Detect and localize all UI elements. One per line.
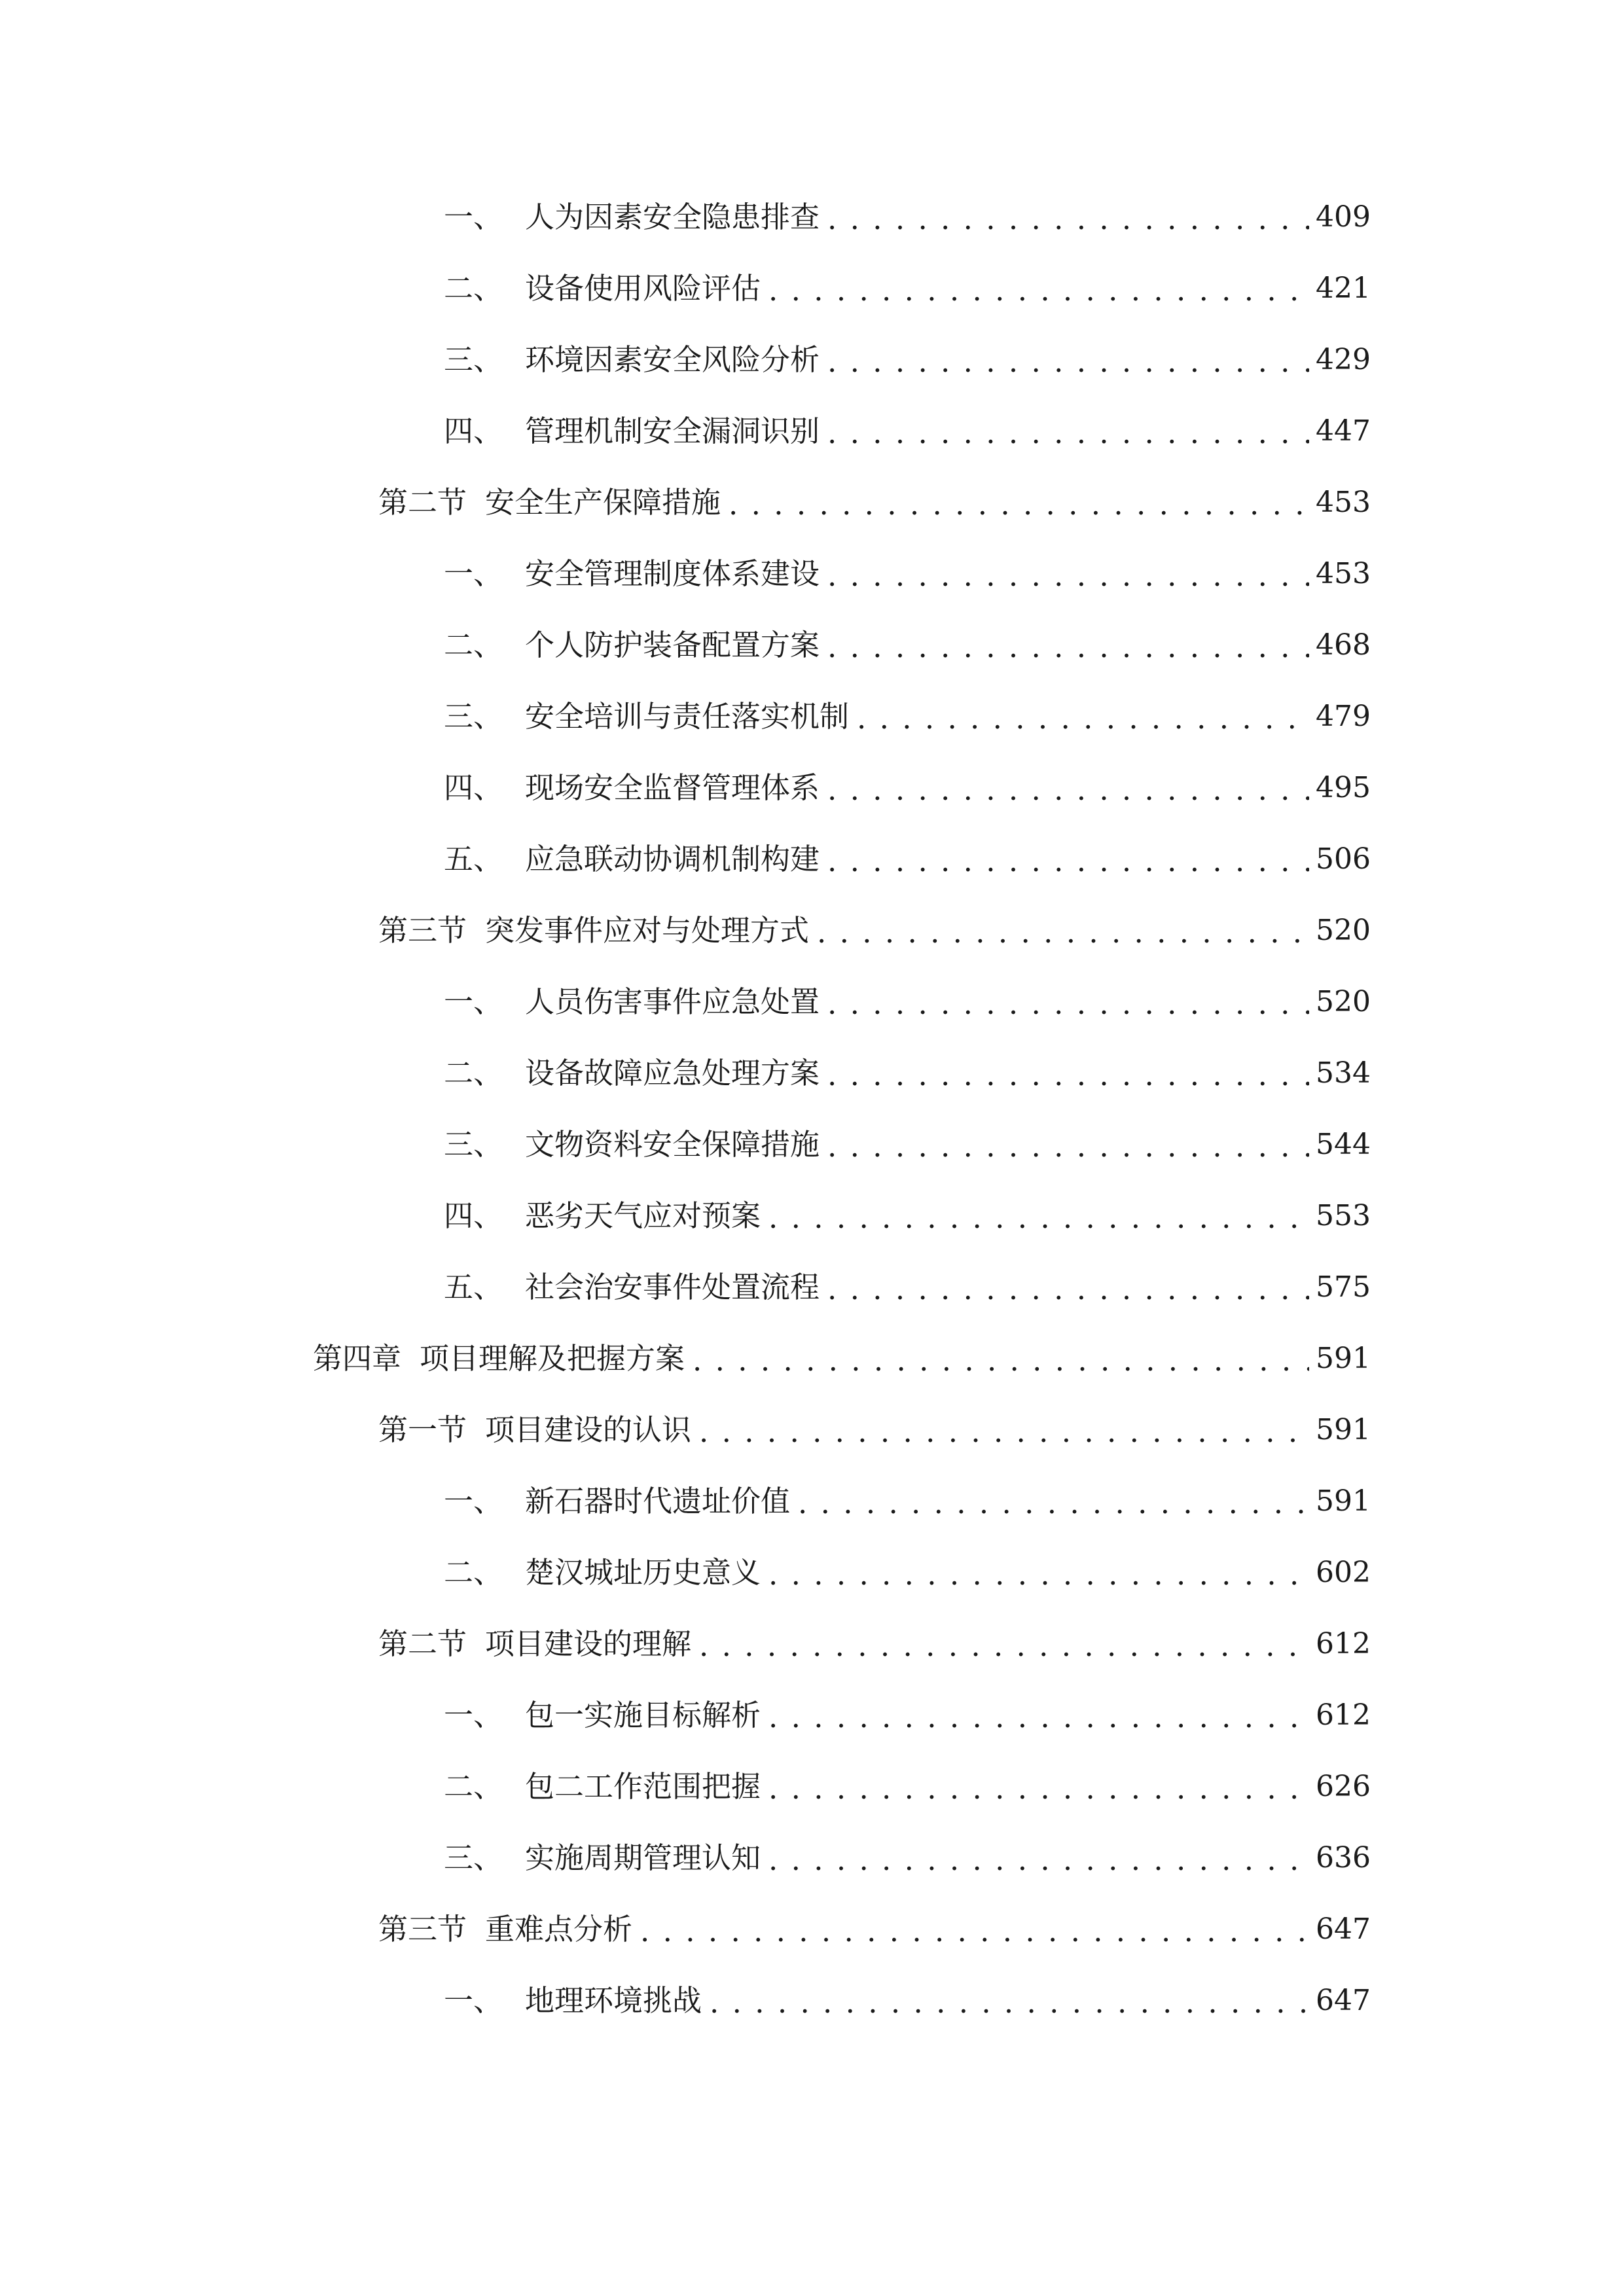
dot-leader bbox=[857, 700, 1309, 733]
toc-entry-title: 应急联动协调机制构建 bbox=[525, 842, 820, 876]
toc-entry[interactable] bbox=[0, 1260, 1371, 1315]
dot-leader bbox=[817, 914, 1309, 947]
toc-entry-title: 个人防护装备配置方案 bbox=[525, 628, 820, 662]
toc-entry-number: 第四章 bbox=[313, 1341, 402, 1376]
toc-entry-title: 人为因素安全隐患排查 bbox=[525, 200, 820, 234]
toc-entry-title: 环境因素安全风险分析 bbox=[525, 342, 820, 377]
toc-entry-page: 520 bbox=[1316, 985, 1371, 1018]
toc-entry-title: 人员伤害事件应急处置 bbox=[525, 984, 820, 1019]
dot-leader bbox=[768, 1556, 1309, 1589]
toc-entry-title: 楚汉城址历史意义 bbox=[525, 1555, 761, 1590]
dot-leader bbox=[827, 1271, 1309, 1304]
toc-entry-page: 591 bbox=[1316, 1413, 1371, 1446]
toc-entry-page: 453 bbox=[1316, 557, 1371, 590]
toc-entry-title: 现场安全监督管理体系 bbox=[525, 770, 820, 805]
toc-entry-title: 文物资料安全保障措施 bbox=[525, 1127, 820, 1162]
toc-entry[interactable] bbox=[0, 1973, 1371, 2028]
toc-entry-page: 447 bbox=[1316, 414, 1371, 448]
toc-entry-number: 二、 bbox=[444, 1555, 503, 1590]
toc-entry[interactable] bbox=[0, 1046, 1371, 1101]
toc-entry-title: 项目理解及把握方案 bbox=[420, 1341, 685, 1376]
toc-entry-page: 626 bbox=[1316, 1770, 1371, 1803]
dot-leader bbox=[768, 272, 1309, 305]
toc-entry-page: 544 bbox=[1316, 1128, 1371, 1161]
toc-entry-page: 520 bbox=[1316, 914, 1371, 947]
toc-entry[interactable] bbox=[0, 332, 1371, 387]
toc-entry-number: 五、 bbox=[444, 842, 503, 876]
dot-leader bbox=[710, 1984, 1309, 2017]
toc-entry-number: 一、 bbox=[444, 1983, 503, 2018]
toc-entry-section[interactable] bbox=[0, 1617, 1371, 1672]
dot-leader bbox=[768, 1699, 1309, 1732]
dot-leader bbox=[827, 344, 1309, 376]
dot-leader bbox=[768, 1842, 1309, 1874]
dot-leader bbox=[827, 629, 1309, 662]
toc-entry-title: 实施周期管理认知 bbox=[525, 1840, 761, 1875]
toc-entry-title: 恶劣天气应对预案 bbox=[525, 1198, 761, 1233]
toc-entry-title: 突发事件应对与处理方式 bbox=[485, 913, 810, 948]
toc-entry-number: 二、 bbox=[444, 628, 503, 662]
toc-entry-section[interactable] bbox=[0, 1902, 1371, 1957]
toc-entry-page: 647 bbox=[1316, 1984, 1371, 2017]
toc-entry-number: 第二节 bbox=[378, 485, 467, 520]
toc-entry-number: 一、 bbox=[444, 1698, 503, 1732]
toc-entry-title: 安全管理制度体系建设 bbox=[525, 556, 820, 591]
toc-entry-page: 421 bbox=[1316, 272, 1371, 305]
toc-entry-title: 设备使用风险评估 bbox=[525, 271, 761, 306]
toc-entry-number: 一、 bbox=[444, 556, 503, 591]
toc-entry-title: 地理环境挑战 bbox=[525, 1983, 702, 2018]
dot-leader bbox=[827, 201, 1309, 234]
toc-entry-number: 五、 bbox=[444, 1270, 503, 1304]
toc-entry-page: 409 bbox=[1316, 200, 1371, 234]
dot-leader bbox=[798, 1485, 1309, 1518]
toc-entry-page: 636 bbox=[1316, 1841, 1371, 1874]
toc-entry-page: 591 bbox=[1316, 1484, 1371, 1518]
toc-entry-number: 第三节 bbox=[378, 1912, 467, 1946]
toc-entry[interactable] bbox=[0, 404, 1371, 459]
toc-entry-title: 包二工作范围把握 bbox=[525, 1769, 761, 1804]
toc-entry[interactable] bbox=[0, 1474, 1371, 1529]
dot-leader bbox=[827, 986, 1309, 1018]
toc-entry-page: 495 bbox=[1316, 771, 1371, 804]
toc-entry-title: 社会治安事件处置流程 bbox=[525, 1270, 820, 1304]
dot-leader bbox=[827, 1057, 1309, 1090]
toc-entry-number: 四、 bbox=[444, 414, 503, 448]
toc-entry-number: 一、 bbox=[444, 984, 503, 1019]
toc-entry[interactable] bbox=[0, 547, 1371, 601]
toc-entry-number: 二、 bbox=[444, 271, 503, 306]
dot-leader bbox=[699, 1628, 1309, 1660]
toc-entry-title: 项目建设的认识 bbox=[485, 1412, 692, 1447]
toc-entry-page: 612 bbox=[1316, 1627, 1371, 1660]
toc-entry-section[interactable] bbox=[0, 903, 1371, 958]
toc-entry-number: 一、 bbox=[444, 1484, 503, 1518]
toc-entry[interactable] bbox=[0, 1189, 1371, 1244]
toc-entry-title: 管理机制安全漏洞识别 bbox=[525, 414, 820, 448]
dot-leader bbox=[768, 1200, 1309, 1232]
dot-leader bbox=[729, 486, 1309, 519]
toc-entry-title: 项目建设的理解 bbox=[485, 1626, 692, 1661]
toc-entry[interactable] bbox=[0, 261, 1371, 316]
toc-entry-title: 安全生产保障措施 bbox=[485, 485, 721, 520]
toc-entry-number: 三、 bbox=[444, 699, 503, 734]
toc-entry-number: 第三节 bbox=[378, 913, 467, 948]
toc-entry-number: 一、 bbox=[444, 200, 503, 234]
toc-entry[interactable] bbox=[0, 190, 1371, 245]
toc-entry[interactable] bbox=[0, 1545, 1371, 1600]
toc-entry-page: 453 bbox=[1316, 486, 1371, 519]
toc-entry-page: 479 bbox=[1316, 700, 1371, 733]
toc-entry-page: 429 bbox=[1316, 343, 1371, 376]
toc-entry[interactable] bbox=[0, 618, 1371, 673]
toc-entry-title: 安全培训与责任落实机制 bbox=[525, 699, 850, 734]
toc-entry-number: 二、 bbox=[444, 1056, 503, 1090]
dot-leader bbox=[693, 1342, 1309, 1375]
dot-leader bbox=[640, 1913, 1309, 1946]
toc-entry[interactable] bbox=[0, 832, 1371, 887]
toc-entry-page: 591 bbox=[1316, 1342, 1371, 1375]
toc-entry-number: 第二节 bbox=[378, 1626, 467, 1661]
toc-entry-title: 新石器时代遗址价值 bbox=[525, 1484, 791, 1518]
toc-entry[interactable] bbox=[0, 689, 1371, 744]
toc-entry[interactable] bbox=[0, 761, 1371, 816]
toc-entry-page: 468 bbox=[1316, 628, 1371, 662]
toc-entry-page: 647 bbox=[1316, 1912, 1371, 1946]
toc-entry-chapter[interactable] bbox=[0, 1331, 1371, 1386]
toc-entry-number: 二、 bbox=[444, 1769, 503, 1804]
dot-leader bbox=[768, 1770, 1309, 1803]
toc-entry[interactable] bbox=[0, 1831, 1371, 1886]
dot-leader bbox=[827, 415, 1309, 448]
toc-entry-page: 553 bbox=[1316, 1199, 1371, 1232]
toc-entry[interactable] bbox=[0, 1759, 1371, 1814]
toc-entry-title: 包一实施目标解析 bbox=[525, 1698, 761, 1732]
toc-entry-number: 四、 bbox=[444, 1198, 503, 1233]
toc-entry-section[interactable] bbox=[0, 1403, 1371, 1458]
toc-entry-number: 四、 bbox=[444, 770, 503, 805]
toc-entry[interactable] bbox=[0, 975, 1371, 1030]
toc-entry-title: 设备故障应急处理方案 bbox=[525, 1056, 820, 1090]
toc-entry-page: 602 bbox=[1316, 1556, 1371, 1589]
dot-leader bbox=[827, 843, 1309, 876]
toc-entry-number: 第一节 bbox=[378, 1412, 467, 1447]
dot-leader bbox=[827, 558, 1309, 590]
toc-entry-page: 506 bbox=[1316, 842, 1371, 876]
dot-leader bbox=[827, 772, 1309, 804]
toc-entry-section[interactable] bbox=[0, 475, 1371, 530]
toc-entry-number: 三、 bbox=[444, 342, 503, 377]
toc-entry[interactable] bbox=[0, 1117, 1371, 1172]
dot-leader bbox=[827, 1128, 1309, 1161]
toc-entry-number: 三、 bbox=[444, 1127, 503, 1162]
toc-entry[interactable] bbox=[0, 1688, 1371, 1743]
toc-entry-title: 重难点分析 bbox=[485, 1912, 633, 1946]
toc-entry-page: 534 bbox=[1316, 1056, 1371, 1090]
toc-entry-page: 575 bbox=[1316, 1270, 1371, 1304]
toc-entry-number: 三、 bbox=[444, 1840, 503, 1875]
dot-leader bbox=[699, 1414, 1309, 1446]
toc-entry-page: 612 bbox=[1316, 1698, 1371, 1732]
